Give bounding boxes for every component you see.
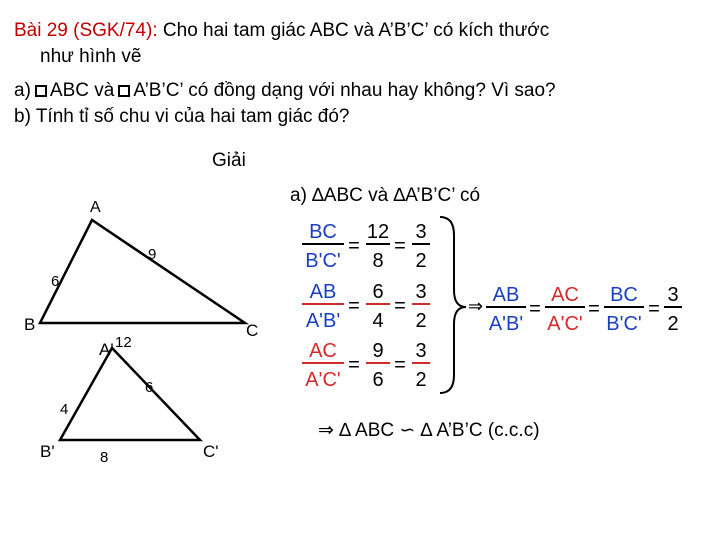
- problem-part-b: b) Tính tỉ số chu vi của hai tam giác đó?: [14, 106, 350, 127]
- combined-result-num: 3: [667, 284, 679, 306]
- ratio-ab-den-val: 4: [372, 310, 384, 332]
- ratio-row-ab: [302, 281, 430, 332]
- solution-heading: Giải: [212, 150, 246, 171]
- right-brace-icon: [440, 217, 466, 393]
- ratio-ac-den-val: 6: [372, 369, 384, 391]
- side-ab-label: 6: [51, 273, 60, 290]
- ratio-ac-num-simpl: 3: [415, 340, 427, 362]
- combined-f2-num: AC: [551, 284, 579, 306]
- ratio-ab-den-simpl: 2: [415, 310, 427, 332]
- ratio-ab-num: AB: [309, 281, 337, 303]
- equals-sign: =: [588, 298, 600, 320]
- problem-intro-cont: như hình vẽ: [40, 46, 142, 67]
- part-a-prefix: a): [14, 80, 31, 101]
- problem-intro: Cho hai tam giác ABC và A’B’C’ có kích thước: [162, 20, 550, 41]
- triangle-abc: [40, 220, 245, 323]
- equals-sign: =: [394, 295, 406, 317]
- combined-f1-num: AB: [492, 284, 520, 306]
- ratios-figure: [290, 215, 720, 400]
- side-bc-label: 12: [115, 334, 132, 351]
- ratio-bc-den-simpl: 2: [415, 250, 427, 272]
- combined-f3-den: B'C': [606, 313, 642, 335]
- implies-arrow-icon: ⇒: [468, 296, 484, 316]
- equals-sign: =: [348, 235, 360, 257]
- equals-sign: =: [394, 235, 406, 257]
- part-a-second: A’B’C’ có đồng dạng với nhau hay không? Vì sao?: [133, 80, 556, 101]
- solution-conclusion: ⇒ ∆ ABC ∽ ∆ A’B’C (c.c.c): [318, 420, 540, 441]
- vertex-a1-label: A': [99, 340, 114, 359]
- ratio-bc-num-simpl: 3: [415, 221, 427, 243]
- vertex-c-label: C: [246, 321, 259, 340]
- vertex-a-label: A: [90, 199, 101, 216]
- problem-title: Bài 29 (SGK/74):: [14, 20, 158, 41]
- ratio-bc-den-val: 8: [372, 250, 384, 272]
- side-a1b1-label: 4: [60, 401, 69, 418]
- vertex-b1-label: B': [40, 442, 55, 461]
- combined-f2-den: A'C': [547, 313, 583, 335]
- ratio-row-ac: [302, 340, 430, 391]
- combined-f3-num: BC: [610, 284, 638, 306]
- equals-sign: =: [529, 298, 541, 320]
- combined-f1-den: A'B': [488, 313, 524, 335]
- ratio-ab-den: A'B': [305, 310, 341, 332]
- ratio-ac-num-val: 9: [372, 340, 384, 362]
- ratio-ab-num-val: 6: [372, 281, 384, 303]
- ratio-bc-num-val: 12: [366, 221, 390, 243]
- ratio-ac-den: A'C': [305, 369, 341, 391]
- ratio-ab-num-simpl: 3: [415, 281, 427, 303]
- equals-sign: =: [348, 354, 360, 376]
- ratio-ac-den-simpl: 2: [415, 369, 427, 391]
- ratio-row-bc: [302, 221, 430, 272]
- equals-sign: =: [648, 298, 660, 320]
- ratio-bc-den: B'C': [305, 250, 341, 272]
- vertex-b-label: B: [24, 315, 36, 334]
- vertex-c1-label: C': [203, 442, 219, 461]
- triangles-figure: [0, 0, 300, 540]
- combined-ratio: [486, 284, 682, 335]
- equals-sign: =: [394, 354, 406, 376]
- combined-result-den: 2: [667, 313, 679, 335]
- side-ac-label: 9: [148, 246, 157, 263]
- ratio-ac-num: AC: [309, 340, 337, 362]
- triangle-a1b1c1: [60, 348, 200, 440]
- ratio-bc-num: BC: [309, 221, 337, 243]
- part-a-first: ABC và: [49, 80, 115, 101]
- solution-statement: a) ∆ABC và ∆A’B’C’ có: [290, 185, 481, 206]
- equals-sign: =: [348, 295, 360, 317]
- side-a1c1-label: 6: [145, 379, 154, 396]
- side-b1c1-label: 8: [100, 449, 109, 466]
